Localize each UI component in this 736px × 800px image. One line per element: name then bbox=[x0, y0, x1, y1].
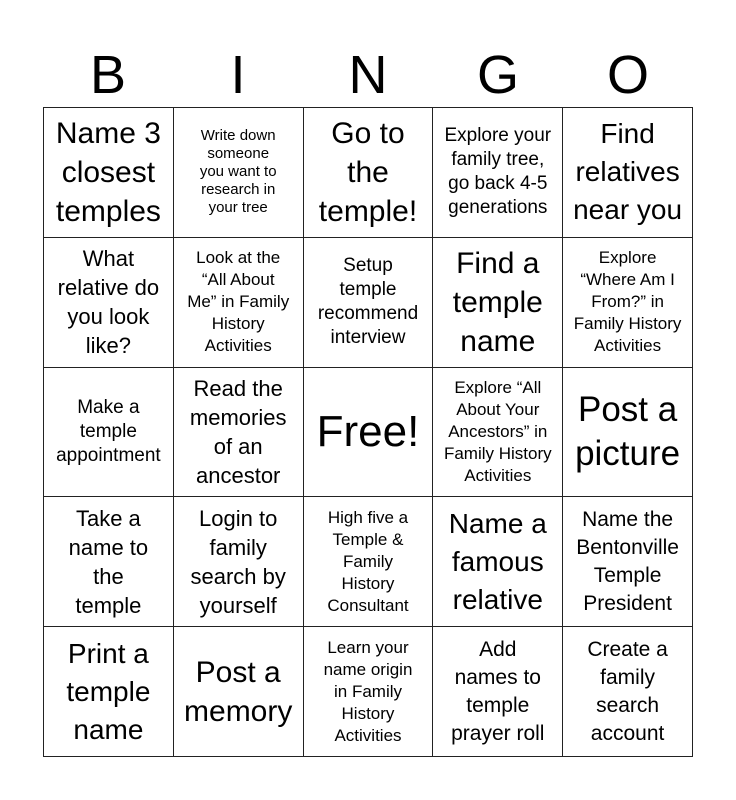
cell-text: Take a name to the temple bbox=[68, 505, 149, 618]
bingo-cell-r2-c4[interactable] bbox=[433, 238, 563, 368]
header-letter-b: B bbox=[89, 45, 127, 105]
bingo-cell-r1-c3[interactable] bbox=[304, 108, 434, 238]
cell-text: What relative do you look like? bbox=[57, 246, 160, 359]
bingo-header bbox=[43, 44, 693, 106]
bingo-cell-r5-c2[interactable] bbox=[174, 627, 304, 757]
bingo-cell-r4-c4[interactable] bbox=[433, 497, 563, 627]
free-space-text: Free! bbox=[316, 406, 420, 456]
bingo-cell-r3-c5[interactable] bbox=[563, 368, 693, 498]
cell-text: Read the memories of an ancestor bbox=[189, 375, 287, 488]
bingo-cell-r4-c3[interactable] bbox=[304, 497, 434, 627]
cell-text: Find a temple name bbox=[452, 246, 543, 358]
cell-text: Setup temple recommend interview bbox=[317, 255, 419, 349]
header-letter-o: O bbox=[606, 45, 649, 105]
cell-text: Explore your family tree, go back 4-5 generations bbox=[444, 125, 552, 219]
cell-text: Add names to temple prayer roll bbox=[451, 637, 545, 745]
bingo-cell-r3-c2[interactable] bbox=[174, 368, 304, 498]
bingo-cell-r4-c2[interactable] bbox=[174, 497, 304, 627]
cell-text: Name a famous relative bbox=[448, 507, 547, 615]
bingo-cell-r2-c1[interactable] bbox=[44, 238, 174, 368]
cell-text: Name the Bentonville Temple President bbox=[576, 507, 679, 615]
bingo-cell-r5-c1[interactable] bbox=[44, 627, 174, 757]
header-letter-n: N bbox=[348, 45, 388, 105]
bingo-cell-r2-c2[interactable] bbox=[174, 238, 304, 368]
cell-text: Explore “All About Your Ancestors” in Family History Activities bbox=[443, 377, 552, 485]
header-letter-i: I bbox=[230, 45, 246, 105]
cell-text: Find relatives near you bbox=[573, 118, 683, 226]
cell-text: Learn your name origin in Family History Activities bbox=[323, 637, 413, 745]
cell-text: Go to the temple! bbox=[318, 116, 418, 228]
bingo-cell-r2-c3[interactable] bbox=[304, 238, 434, 368]
bingo-cell-r4-c1[interactable] bbox=[44, 497, 174, 627]
bingo-cell-r2-c5[interactable] bbox=[563, 238, 693, 368]
bingo-cell-r1-c1[interactable] bbox=[44, 108, 174, 238]
bingo-cell-r5-c4[interactable] bbox=[433, 627, 563, 757]
bingo-cell-r1-c2[interactable] bbox=[174, 108, 304, 238]
cell-text: Explore “Where Am I From?” in Family History Activities bbox=[573, 248, 682, 356]
cell-text: Look at the “All About Me” in Family History Activities bbox=[187, 248, 290, 356]
bingo-cell-r4-c5[interactable] bbox=[563, 497, 693, 627]
cell-text: Make a temple appointment bbox=[56, 396, 161, 466]
cell-text: Name 3 closest temples bbox=[55, 116, 161, 228]
bingo-cell-r3-c1[interactable] bbox=[44, 368, 174, 498]
header-letter-g: G bbox=[476, 45, 519, 105]
cell-text: Login to family search by yourself bbox=[190, 505, 286, 618]
cell-text: Write down someone you want to research in your tree bbox=[199, 127, 277, 217]
bingo-cell-r3-c3[interactable] bbox=[304, 368, 434, 498]
cell-text: Post a picture bbox=[575, 389, 681, 473]
bingo-cell-r3-c4[interactable] bbox=[433, 368, 563, 498]
cell-text: Create a family search account bbox=[587, 637, 668, 745]
cell-text: High five a Temple & Family History Consultant bbox=[327, 507, 409, 615]
bingo-cell-r1-c4[interactable] bbox=[433, 108, 563, 238]
cell-text: Print a temple name bbox=[66, 637, 151, 745]
bingo-cell-r1-c5[interactable] bbox=[563, 108, 693, 238]
bingo-cell-r5-c5[interactable] bbox=[563, 627, 693, 757]
cell-text: Post a memory bbox=[184, 655, 293, 728]
bingo-board bbox=[43, 107, 693, 757]
bingo-cell-r5-c3[interactable] bbox=[304, 627, 434, 757]
